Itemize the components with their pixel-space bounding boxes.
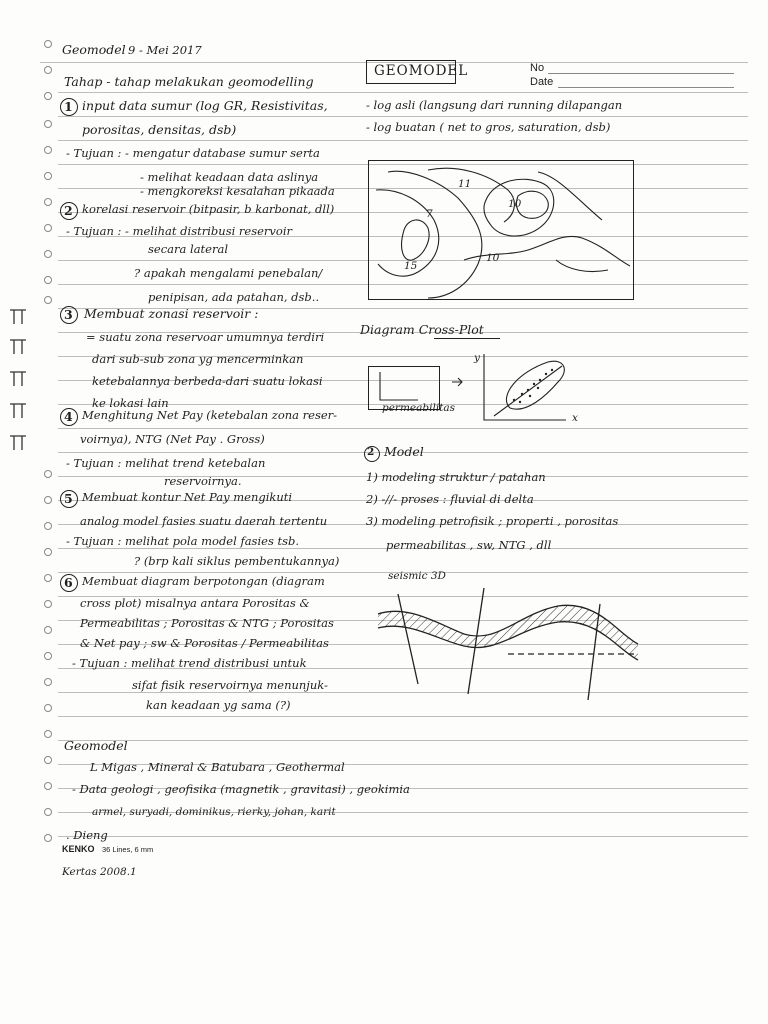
binder-hole xyxy=(44,600,52,608)
binder-hole xyxy=(44,652,52,660)
model-heading: Model xyxy=(384,444,424,459)
bottom-line-1: L Migas , Mineral & Batubara , Geothermal xyxy=(90,760,345,774)
left-line-16: Menghitung Net Pay (ketebalan zona reser- xyxy=(82,408,338,422)
axis-x-label: x xyxy=(572,412,578,424)
left-line-18: - Tujuan : melihat trend ketebalan xyxy=(66,456,266,470)
contour-map-drawing xyxy=(368,160,634,300)
binder-hole xyxy=(44,522,52,530)
binder-hole xyxy=(44,198,52,206)
cross-plot-underline xyxy=(434,338,500,339)
left-line-20: Membuat kontur Net Pay mengikuti xyxy=(82,490,293,504)
left-line-1: input data sumur (log GR, Resistivitas, xyxy=(82,98,328,113)
left-line-28: - Tujuan : melihat trend distribusi untuk xyxy=(72,656,307,670)
seismic-fold-sketch xyxy=(368,584,648,704)
left-line-6: korelasi reservoir (bitpasir, b karbonat, dll) xyxy=(82,202,335,216)
circled-number: 4 xyxy=(64,409,73,424)
circled-number: 6 xyxy=(64,575,73,590)
header-date-written: 9 - Mei 2017 xyxy=(128,43,202,57)
rule-line xyxy=(58,740,748,741)
contour-label: 7 xyxy=(426,208,433,220)
left-line-27: & Net pay ; sw & Porositas / Permeabilitas xyxy=(80,636,329,650)
left-line-12: = suatu zona reservoar umumnya terdiri xyxy=(86,330,325,344)
kenko-spec: 36 Lines, 6 mm xyxy=(102,845,154,854)
binder-hole xyxy=(44,496,52,504)
contour-label: 15 xyxy=(404,260,418,272)
binder-hole xyxy=(44,808,52,816)
right-log-asli: - log asli (langsung dari running dilapangan xyxy=(366,98,623,112)
rule-line xyxy=(58,140,748,141)
bottom-line-2: - Data geologi , geofisika (magnetik , gravitasi) , geokimia xyxy=(72,782,410,796)
model-item-3: 3) modeling petrofisik ; properti , porositas xyxy=(366,514,619,528)
model-item-3-cont: permeabilitas , sw, NTG , dll xyxy=(386,538,552,552)
left-line-19: reservoirnya. xyxy=(164,474,242,488)
left-line-5: - mengkoreksi kesalahan pikaada xyxy=(140,184,335,198)
binder-hole xyxy=(44,92,52,100)
rule-line xyxy=(58,716,748,717)
binder-hole xyxy=(44,276,52,284)
binder-hole xyxy=(44,756,52,764)
binder-hole xyxy=(44,250,52,258)
cross-plot-title: Diagram Cross-Plot xyxy=(360,322,484,337)
binder-hole xyxy=(44,548,52,556)
bottom-line-4: . Dieng xyxy=(66,828,108,842)
date-line xyxy=(558,87,734,88)
contour-label: 10 xyxy=(508,198,522,210)
axis-y-label: y xyxy=(474,352,480,364)
left-line-3: - Tujuan : - mengatur database sumur serta xyxy=(66,146,320,160)
binder-hole xyxy=(44,704,52,712)
left-line-9: ? apakah mengalami penebalan/ xyxy=(134,266,323,280)
binder-hole xyxy=(44,172,52,180)
no-label: No xyxy=(530,62,545,74)
left-line-4: - melihat keadaan data aslinya xyxy=(140,170,319,184)
binder-hole xyxy=(44,626,52,634)
left-line-13: dari sub-sub zona yg mencerminkan xyxy=(92,352,304,366)
left-line-29: sifat fisik reservoirnya menunjuk- xyxy=(132,678,328,692)
right-log-buatan: - log buatan ( net to gros, saturation, dsb) xyxy=(366,120,611,134)
left-line-24: Membuat diagram berpotongan (diagram xyxy=(82,574,325,588)
binder-hole xyxy=(44,782,52,790)
header-title-left: Geomodel xyxy=(62,42,126,57)
binder-hole xyxy=(44,574,52,582)
no-line xyxy=(548,73,734,74)
date-label: Date xyxy=(530,76,554,88)
rule-line xyxy=(58,92,748,93)
binder-hole xyxy=(44,678,52,686)
left-line-26: Permeabilitas ; Porositas & NTG ; Porositas xyxy=(80,616,334,630)
small-plot-axes xyxy=(368,366,468,426)
bottom-heading: Geomodel xyxy=(64,738,128,753)
left-line-14: ketebalannya berbeda-dari suatu lokasi xyxy=(92,374,323,388)
circled-number: 3 xyxy=(64,307,73,322)
permeability-label: permeabilitas xyxy=(382,402,456,414)
binder-hole xyxy=(44,224,52,232)
seismic-label: seismic 3D xyxy=(388,570,446,582)
binder-rings-icon xyxy=(6,300,30,460)
left-line-21: analog model fasies suatu daerah tertentu xyxy=(80,514,328,528)
binder-hole xyxy=(44,470,52,478)
circled-number: 2 xyxy=(64,203,73,218)
binder-hole xyxy=(44,120,52,128)
rule-line xyxy=(58,116,748,117)
rule-line xyxy=(58,836,748,837)
circle-mark xyxy=(60,98,78,116)
left-line-11: Membuat zonasi reservoir : xyxy=(84,306,259,321)
contour-label: 10 xyxy=(486,252,500,264)
left-line-2: porositas, densitas, dsb) xyxy=(82,122,237,137)
binder-hole xyxy=(44,730,52,738)
left-line-30: kan keadaan yg sama (?) xyxy=(146,698,291,712)
model-item-1: 1) modeling struktur / patahan xyxy=(366,470,546,484)
left-line-25: cross plot) misalnya antara Porositas & xyxy=(80,596,310,610)
left-line-23: ? (brp kali siklus pembentukannya) xyxy=(134,554,340,568)
left-line-0: Tahap - tahap melakukan geomodelling xyxy=(64,74,314,89)
left-line-15: ke lokasi lain xyxy=(92,396,169,410)
left-line-17: voirnya), NTG (Net Pay . Gross) xyxy=(80,432,265,446)
left-line-7: - Tujuan : - melihat distribusi reservoir xyxy=(66,224,293,238)
circled-number: 5 xyxy=(64,491,73,506)
rule-line xyxy=(58,428,748,429)
left-line-22: - Tujuan : melihat pola model fasies tsb. xyxy=(66,534,300,548)
contour-label: 11 xyxy=(458,178,472,190)
kenko-brand: KENKO xyxy=(62,844,95,854)
boxed-title: GEOMODEL xyxy=(374,63,469,79)
binder-hole xyxy=(44,834,52,842)
left-line-10: penipisan, ada patahan, dsb.. xyxy=(148,290,320,304)
binder-hole xyxy=(44,296,52,304)
left-line-8: secara lateral xyxy=(148,242,229,256)
bottom-line-3: armel, suryadi, dominikus, rierky, johan, karit xyxy=(92,806,336,818)
binder-hole xyxy=(44,66,52,74)
model-item-2: 2) -//- proses : fluvial di delta xyxy=(366,492,534,506)
circled-number: 2 xyxy=(367,446,375,458)
circled-number: 1 xyxy=(64,99,73,114)
binder-hole xyxy=(44,146,52,154)
binder-hole xyxy=(44,40,52,48)
product-code: Kertas 2008.1 xyxy=(62,866,137,878)
